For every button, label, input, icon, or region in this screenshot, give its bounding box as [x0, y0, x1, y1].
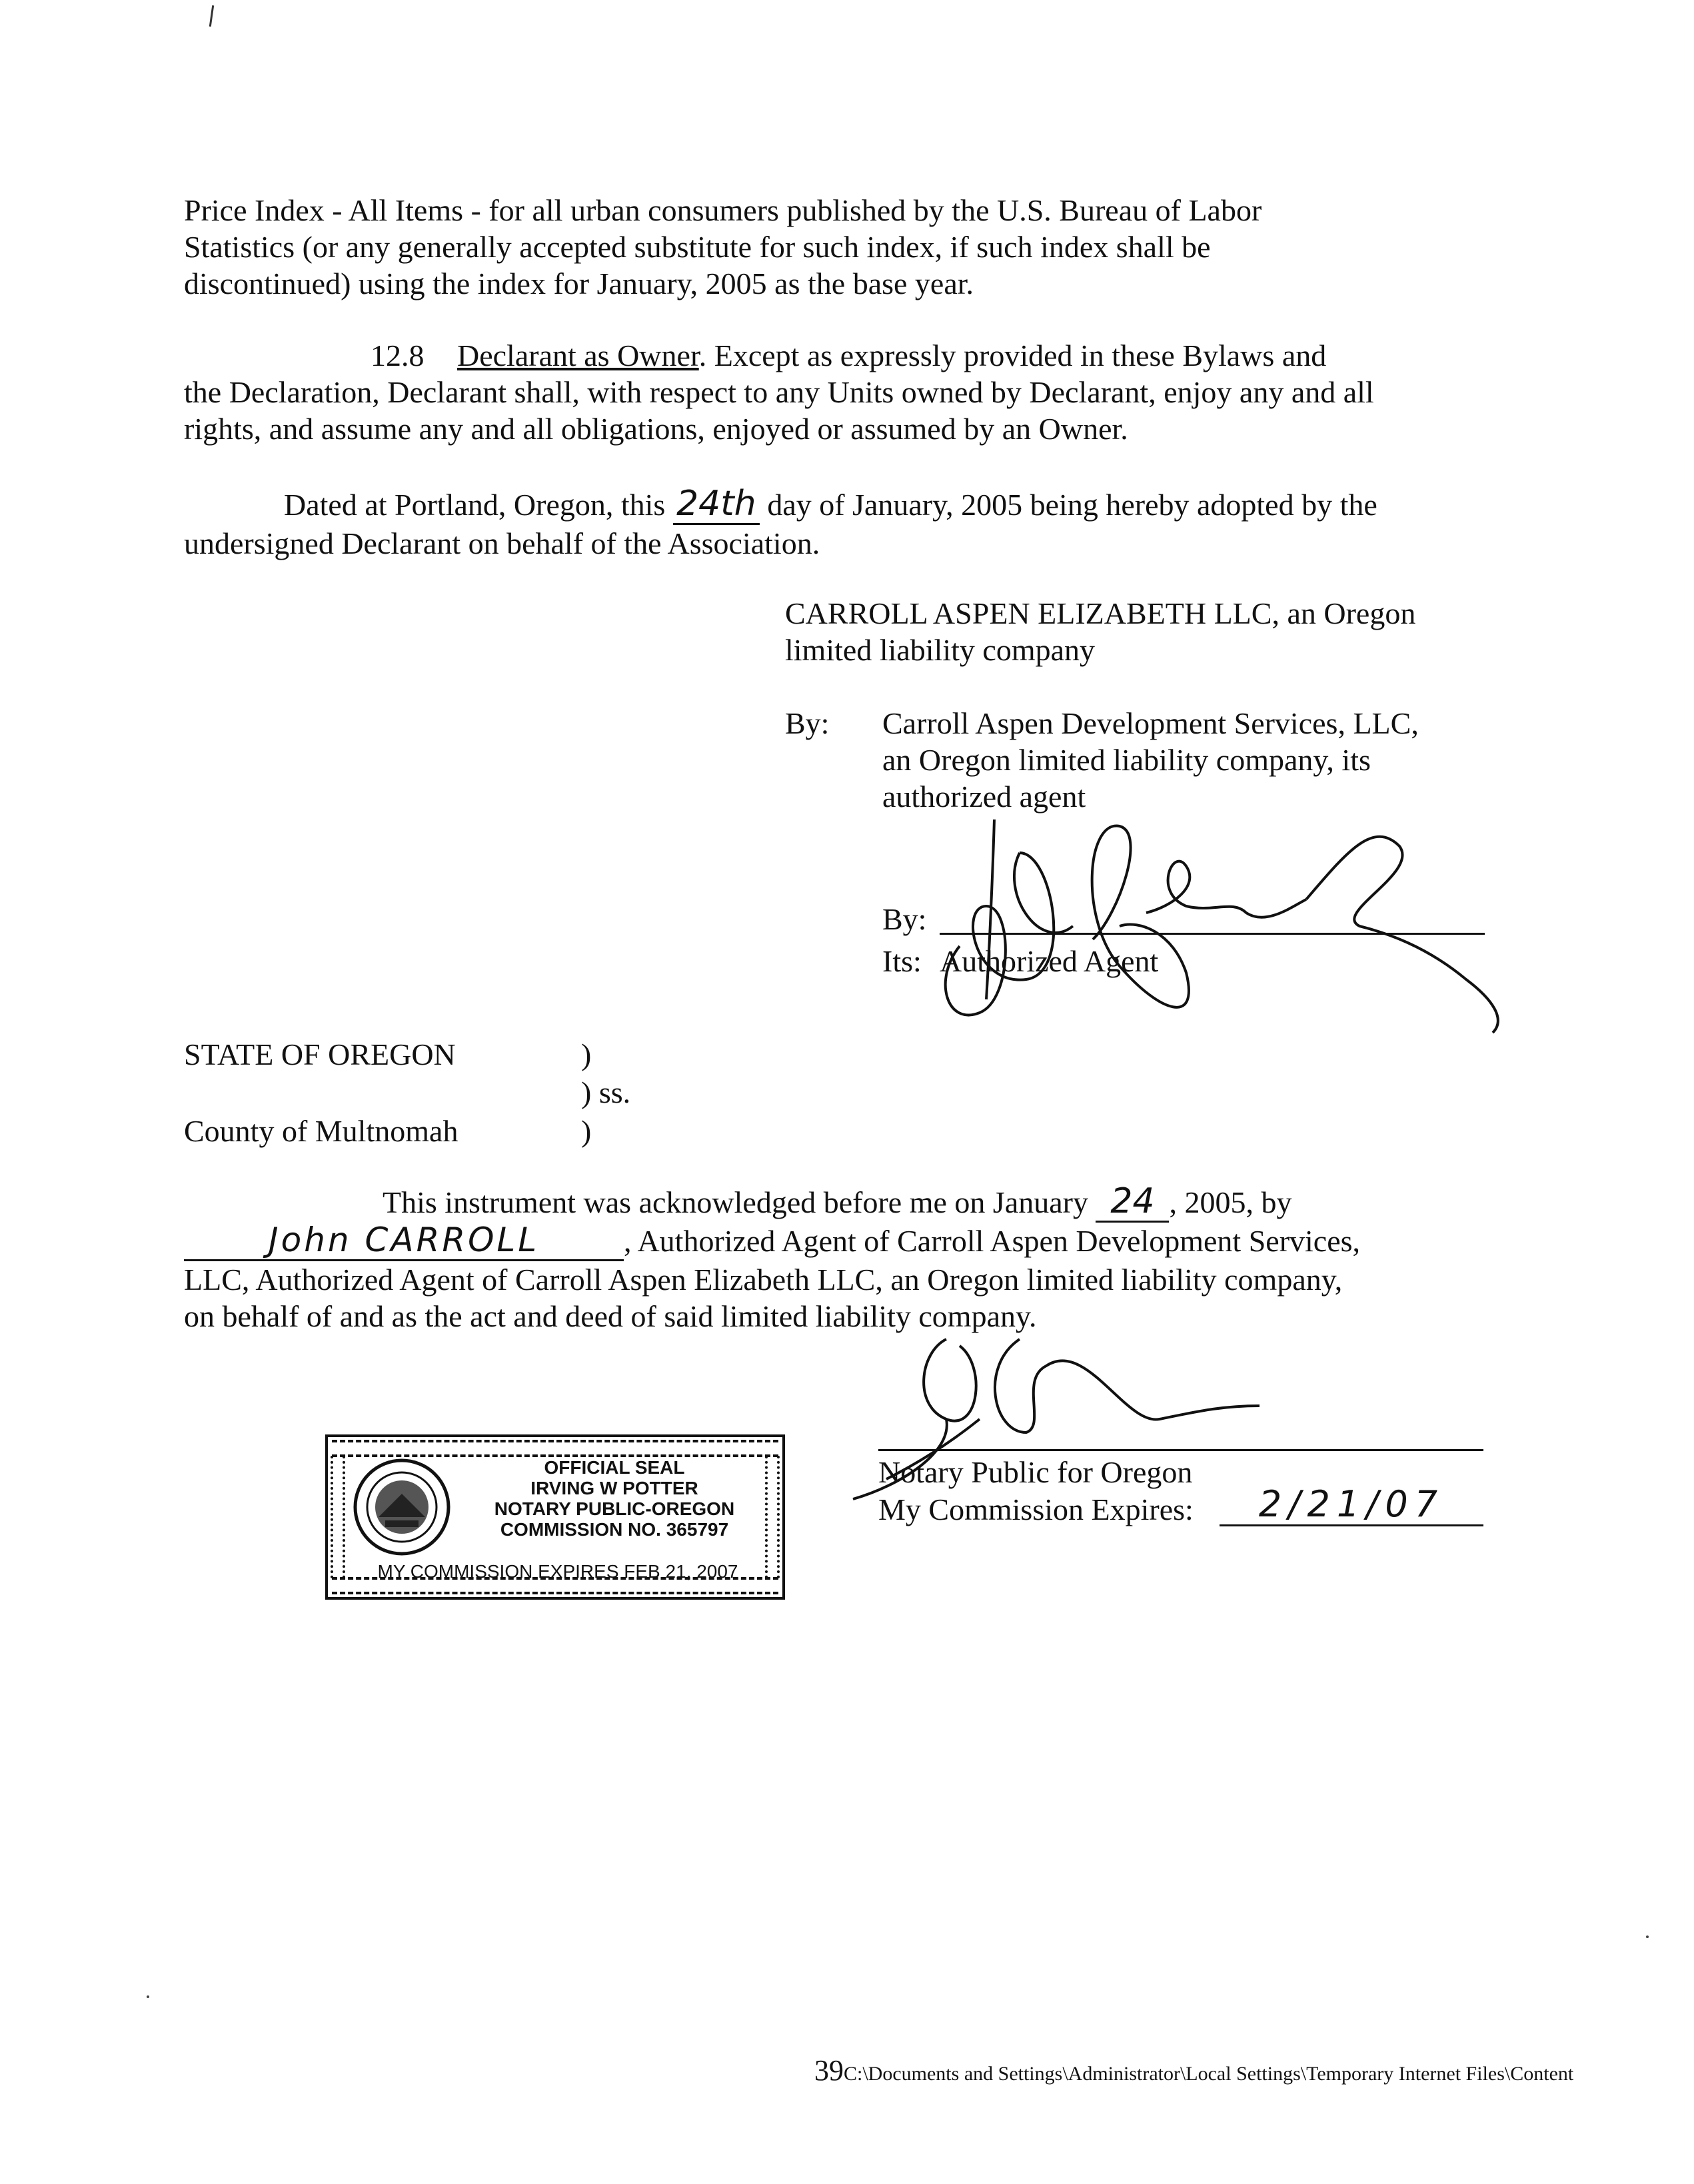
seal-text [461, 1457, 768, 1540]
seal-name: IRVING W POTTER [530, 1478, 698, 1498]
notary-signature-line [878, 1449, 1483, 1451]
agent-line: authorized agent [882, 780, 1086, 814]
company-line: limited liability company [785, 633, 1096, 667]
section-line: the Declaration, Declarant shall, with respect to any Units owned by Declarant, enjoy any and all [184, 375, 1374, 409]
venue-county: County of Multnomah [184, 1114, 458, 1148]
page-footer [814, 2052, 1573, 2089]
section-12-8 [184, 337, 1374, 447]
scan-dot [1646, 1935, 1649, 1938]
scan-dot [147, 1995, 149, 1998]
dated-day-handwritten: 24th [676, 484, 756, 524]
venue-paren: ) [581, 1114, 592, 1148]
seal-office: NOTARY PUBLIC-OREGON [494, 1498, 735, 1519]
section-heading: Declarant as Owner [457, 338, 699, 372]
ack-day-blank [1096, 1181, 1169, 1223]
notary-seal-stamp [325, 1434, 785, 1600]
agent-description [882, 705, 1419, 815]
dated-before: Dated at Portland, Oregon, this [284, 488, 666, 522]
notary-expires-blank [1220, 1484, 1483, 1526]
sign-by-label: By: [882, 902, 927, 936]
section-line: rights, and assume any and all obligations, enjoyed or assumed by an Owner. [184, 412, 1128, 446]
seal-title: OFFICIAL SEAL [544, 1457, 685, 1478]
notary-expires-label: My Commission Expires: [878, 1492, 1194, 1526]
notary-title: Notary Public for Oregon [878, 1455, 1193, 1489]
its-label: Its: [882, 944, 922, 978]
ack-line: on behalf of and as the act and deed of said limited liability company. [184, 1299, 1037, 1333]
company-name [785, 595, 1415, 668]
agent-line: an Oregon limited liability company, its [882, 743, 1371, 777]
section-line-rest: . Except as expressly provided in these Bylaws and [698, 338, 1327, 372]
oregon-state-seal-icon [352, 1457, 452, 1557]
venue-ss: ) ss. [581, 1075, 631, 1109]
paragraph-line: discontinued) using the index for January, 2005 as the base year. [184, 267, 974, 300]
dated-paragraph [184, 486, 1377, 562]
seal-expiry: MY COMMISSION EXPIRES FEB 21, 2007 [377, 1561, 738, 1582]
acknowledgment-paragraph [184, 1181, 1361, 1335]
its-value: Authorized Agent [940, 944, 1159, 978]
ack-name-handwritten: John CARROLL [268, 1221, 540, 1259]
dated-after: day of January, 2005 being hereby adopted by the [767, 488, 1377, 522]
ack-line2: , Authorized Agent of Carroll Aspen Development Services, [624, 1224, 1361, 1258]
seal-top-border-pattern [332, 1440, 778, 1457]
venue-paren: ) [581, 1037, 592, 1071]
company-line: CARROLL ASPEN ELIZABETH LLC, an Oregon [785, 596, 1416, 630]
notary-expires-value: 2/21/07 [1258, 1483, 1445, 1525]
scan-mark [209, 5, 214, 27]
ack-before: This instrument was acknowledged before me on January [383, 1185, 1088, 1219]
ack-after: , 2005, by [1169, 1185, 1292, 1219]
ack-day-handwritten: 24 [1110, 1181, 1155, 1221]
ack-name-blank [184, 1223, 624, 1261]
paragraph-price-index [184, 192, 1262, 302]
venue-state: STATE OF OREGON [184, 1037, 456, 1071]
paragraph-line: Statistics (or any generally accepted substitute for such index, if such index shall be [184, 230, 1211, 264]
agent-line: Carroll Aspen Development Services, LLC, [882, 706, 1419, 740]
dated-line: undersigned Declarant on behalf of the Association. [184, 526, 820, 560]
file-path: C:\Documents and Settings\Administrator\Local Settings\Temporary Internet Files\Content [844, 2063, 1574, 2085]
paragraph-line: Price Index - All Items - for all urban consumers published by the U.S. Bureau of Labor [184, 193, 1262, 227]
seal-left-border-pattern [331, 1456, 345, 1578]
dated-day-blank [673, 486, 760, 525]
section-number: 12.8 [371, 338, 424, 372]
by-label: By: [785, 706, 830, 740]
handwritten-signature [920, 813, 1506, 1039]
seal-commission: COMMISSION NO. 365797 [500, 1519, 729, 1540]
ack-line: LLC, Authorized Agent of Carroll Aspen Elizabeth LLC, an Oregon limited liability company, [184, 1263, 1343, 1297]
page-number: 39 [814, 2054, 844, 2087]
